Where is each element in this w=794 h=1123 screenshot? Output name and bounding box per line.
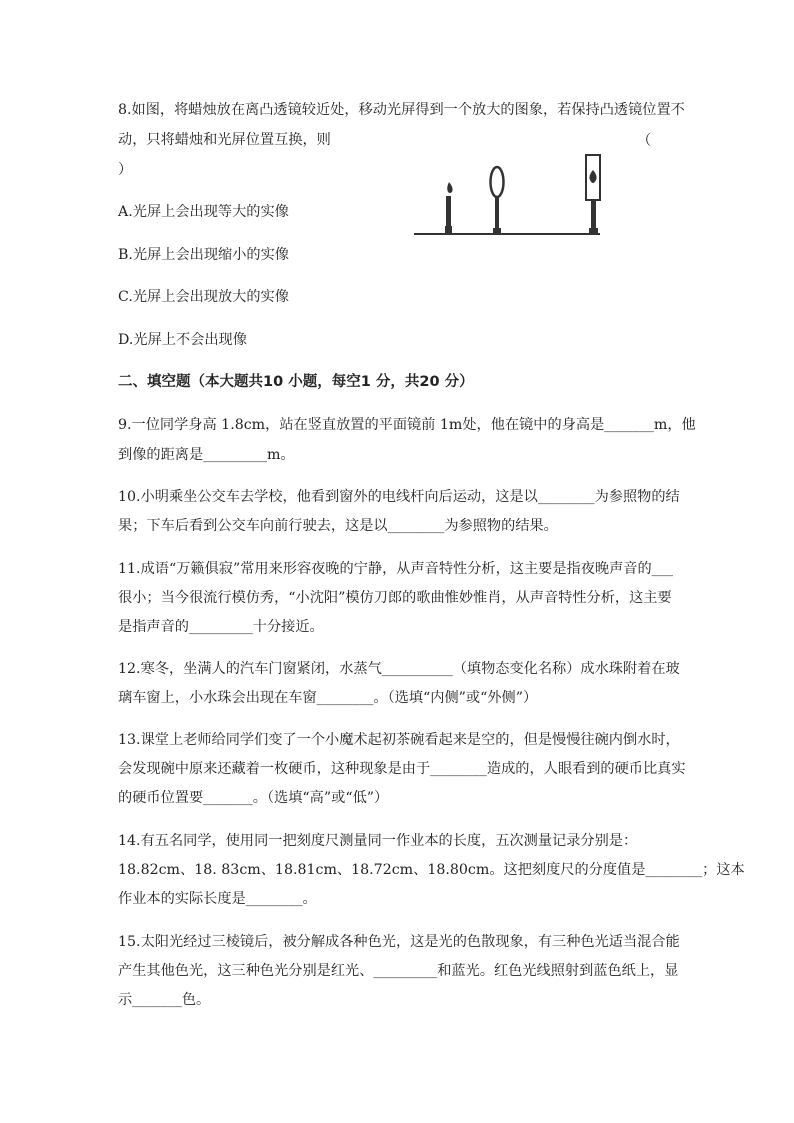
q14-text-line-2: 18.82cm、18. 83cm、18.81cm、18.72cm、18.80cm。这把刻度尺的分度值是________；这本	[118, 862, 745, 878]
q9-text-line-2: 到像的距离是_________m。	[118, 447, 295, 463]
optical-bench-figure	[400, 150, 610, 250]
q8-answer-paren-close: ）	[118, 162, 133, 178]
q8-option-c: C.光屏上会出现放大的实像	[118, 289, 289, 305]
q8-option-a: A.光屏上会出现等大的实像	[118, 204, 289, 220]
candle-icon	[445, 182, 453, 234]
q13-text-line-1: 13.课堂上老师给同学们变了一个小魔术起初茶碗看起来是空的，但是慢慢往碗内倒水时，	[118, 732, 680, 748]
q8-text-line-2: 动，只将蜡烛和光屏位置互换，则	[118, 132, 331, 148]
q8-option-b: B.光屏上会出现缩小的实像	[118, 247, 289, 263]
q14-text-line-3: 作业本的实际长度是________。	[118, 891, 317, 907]
section-heading: 二、填空题（本大题共10 小题，每空1 分，共20 分）	[118, 374, 474, 390]
light-screen-icon	[586, 155, 600, 234]
q14-text-line-1: 14.有五名同学，使用同一把刻度尺测量同一作业本的长度，五次测量记录分别是：	[118, 833, 638, 849]
q15-text-line-3: 示_______色。	[118, 992, 211, 1008]
q13-text-line-3: 的硬币位置要_______。（选填“高”或“低”）	[118, 790, 389, 806]
convex-lens-icon	[491, 167, 504, 234]
q8-text-line-1: 8.如图，将蜡烛放在离凸透镜较近处，移动光屏得到一个放大的图象，若保持凸透镜位置不	[118, 102, 685, 118]
q9-text-line-1: 9.一位同学身高 1.8cm，站在竖直放置的平面镜前 1m处，他在镜中的身高是_______m，他	[118, 417, 696, 433]
q8-option-d: D.光屏上不会出现像	[118, 332, 247, 348]
q11-text-line-2: 很小；当今很流行模仿秀，“小沈阳”模仿刀郎的歌曲惟妙惟肖，从声音特性分析，这主要	[118, 590, 672, 606]
q8-answer-paren-open: （	[637, 133, 652, 149]
q10-text-line-2: 果；下车后看到公交车向前行驶去，这是以________为参照物的结果。	[118, 518, 558, 534]
q11-text-line-1: 11.成语“万籁俱寂”常用来形容夜晚的宁静，从声音特性分析，这主要是指夜晚声音的___	[118, 561, 673, 577]
q13-text-line-2: 会发现碗中原来还藏着一枚硬币，这种现象是由于________造成的，人眼看到的硬币比真实	[118, 761, 686, 777]
q12-text-line-2: 璃车窗上，小水珠会出现在车窗________。（选填“内侧”或“外侧”）	[118, 690, 538, 706]
q15-text-line-2: 产生其他色光，这三种色光分别是红光、_________和蓝光。红色光线照射到蓝色纸上，显	[118, 963, 679, 979]
q12-text-line-1: 12.寒冬，坐满人的汽车门窗紧闭，水蒸气__________（填物态变化名称）成水珠附着在玻	[118, 661, 680, 677]
q11-text-line-3: 是指声音的_________十分接近。	[118, 619, 324, 635]
q15-text-line-1: 15.太阳光经过三棱镜后，被分解成各种色光，这是光的色散现象，有三种色光适当混合能	[118, 934, 680, 950]
q10-text-line-1: 10.小明乘坐公交车去学校，他看到窗外的电线杆向后运动，这是以________为参照物的结	[118, 489, 680, 505]
